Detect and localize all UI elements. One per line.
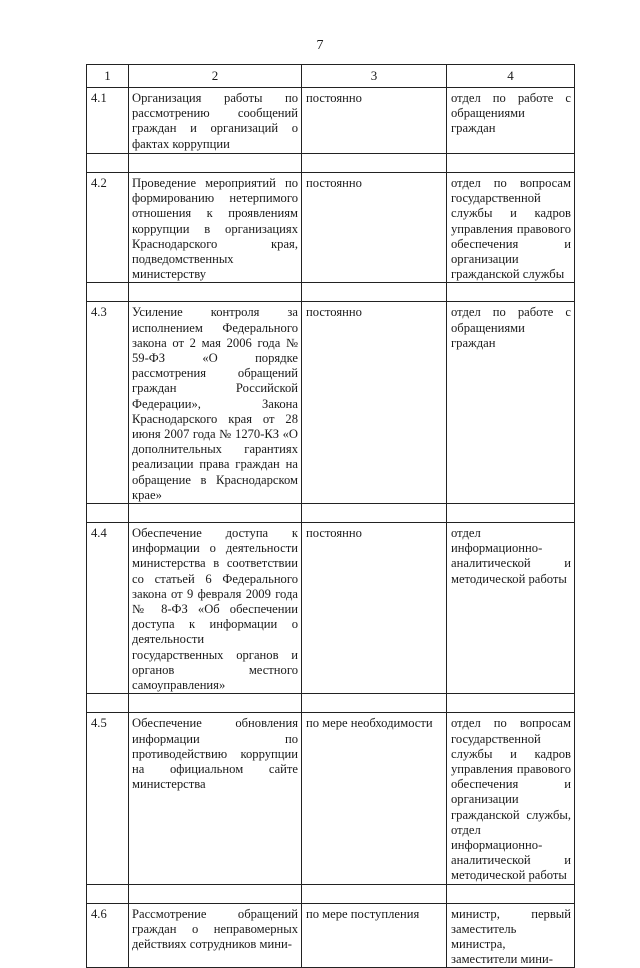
- table-row: [87, 903, 575, 968]
- table-header-row: [87, 65, 575, 88]
- table-row: [87, 88, 575, 154]
- action-plan-table: [86, 64, 575, 968]
- measure-description: Рассмотрение обращений граждан о неправомерных действиях сотрудников мини-: [129, 903, 302, 968]
- execution-term: постоянно: [302, 302, 447, 504]
- measure-description: Усиление контроля за исполнением Федерального закона от 2 мая 2006 года № 59-ФЗ «О порядке рассмотрения обращений граждан Российской Федерации», Закона Краснодарского края от 28 июня 2007 года № 1270-КЗ «О дополнительных гарантиях реализации права граждан на обращение в Краснодарском крае»: [129, 302, 302, 504]
- responsible-department: отдел по работе с обращениями граждан: [447, 88, 575, 154]
- table-row: [87, 173, 575, 283]
- page-number: 7: [316, 38, 324, 53]
- row-gap: [87, 884, 575, 903]
- row-number: 4.6: [87, 903, 129, 968]
- execution-term: по мере необходимости: [302, 713, 447, 884]
- execution-term: постоянно: [302, 88, 447, 154]
- responsible-department: отдел по вопросам государственной службы и кадров управления правового обеспечения и организации гражданской службы, отдел информационно-аналитической и методической работы: [447, 713, 575, 884]
- row-number: 4.4: [87, 523, 129, 694]
- execution-term: постоянно: [302, 173, 447, 283]
- measure-description: Организация работы по рассмотрению сообщений граждан и организаций о фактах коррупции: [129, 88, 302, 154]
- responsible-department: отдел по работе с обращениями граждан: [447, 302, 575, 504]
- row-gap: [87, 694, 575, 713]
- row-number: 4.1: [87, 88, 129, 154]
- column-header-3: 3: [302, 65, 447, 88]
- measure-description: Обеспечение доступа к информации о деятельности министерства в соответствии со статьей 6 Федерального закона от 9 февраля 2009 года № 8-ФЗ «Об обеспечении доступа к информации о деятельности государственных органов и органов местного самоуправления»: [129, 523, 302, 694]
- row-gap: [87, 154, 575, 173]
- column-header-4: 4: [447, 65, 575, 88]
- responsible-department: министр, первый заместитель министра, заместители мини-: [447, 903, 575, 968]
- execution-term: постоянно: [302, 523, 447, 694]
- row-gap: [87, 504, 575, 523]
- table-row: [87, 523, 575, 694]
- column-header-2: 2: [129, 65, 302, 88]
- execution-term: по мере поступления: [302, 903, 447, 968]
- table-row: [87, 713, 575, 884]
- row-number: 4.3: [87, 302, 129, 504]
- responsible-department: отдел по вопросам государственной службы и кадров управления правового обеспечения и организации гражданской службы: [447, 173, 575, 283]
- row-number: 4.5: [87, 713, 129, 884]
- responsible-department: отдел информационно-аналитической и методической работы: [447, 523, 575, 694]
- row-number: 4.2: [87, 173, 129, 283]
- table-row: [87, 302, 575, 504]
- measure-description: Обеспечение обновления информации по противодействию коррупции на официальном сайте министерства: [129, 713, 302, 884]
- row-gap: [87, 283, 575, 302]
- measure-description: Проведение мероприятий по формированию нетерпимого отношения к проявлениям коррупции в организациях Краснодарского края, подведомственных министерству: [129, 173, 302, 283]
- column-header-1: 1: [87, 65, 129, 88]
